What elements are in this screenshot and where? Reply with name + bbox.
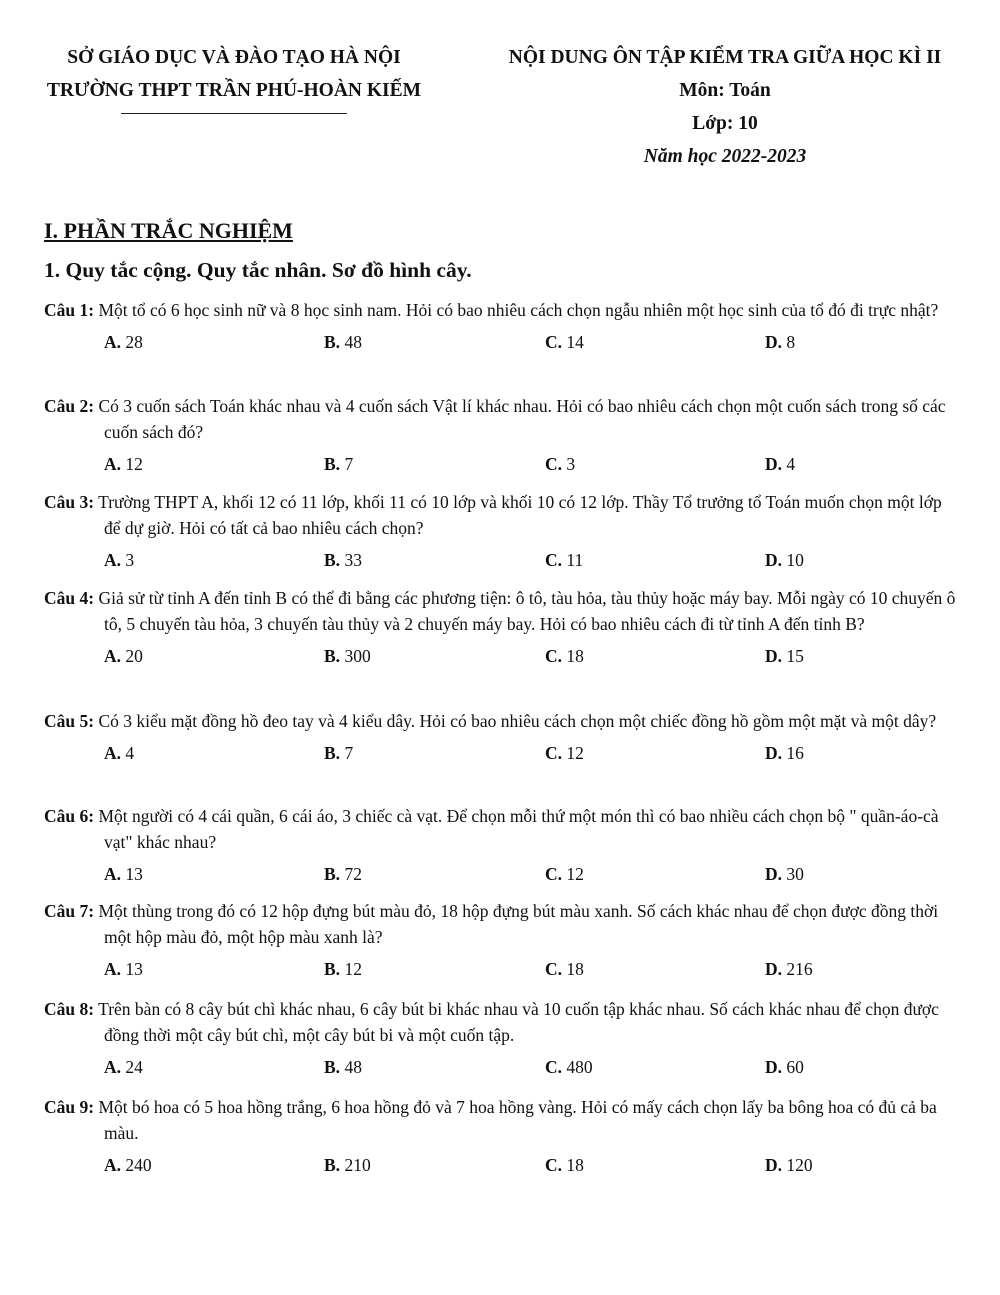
answer-options (44, 740, 959, 766)
option-b (324, 740, 353, 766)
school-name: TRƯỜNG THPT TRẦN PHÚ-HOÀN KIẾM (46, 80, 422, 101)
question-text: Một thùng trong đó có 12 hộp đựng bút màu đỏ, 18 hộp đựng bút màu xanh. Số cách khác nhau để chọn được đồng thời một hộp màu đỏ, một hộp màu xanh là? (98, 901, 939, 947)
option-d (765, 1054, 804, 1080)
option-key: D. (765, 550, 783, 570)
option-key: A. (104, 550, 122, 570)
question-text: Giả sử từ tỉnh A đến tỉnh B có thể đi bằng các phương tiện: ô tô, tàu hỏa, tàu thủy hoặc máy bay. Mỗi ngày có 10 chuyến ô tô, 5 chuyến tàu hỏa, 3 chuyến tàu thủy và 2 chuyến máy bay. Hỏi có bao nhiêu cách đi từ tỉnh A đến tỉnh B? (98, 588, 956, 634)
question-stem (44, 803, 959, 855)
question-5 (44, 708, 959, 766)
answer-options (44, 547, 959, 573)
option-key: A. (104, 332, 122, 352)
option-key: C. (545, 550, 563, 570)
option-a (104, 329, 143, 355)
option-value: 210 (344, 1155, 371, 1175)
option-d (765, 329, 795, 355)
option-b (324, 1152, 371, 1178)
option-value: 18 (566, 1155, 584, 1175)
option-value: 240 (125, 1155, 152, 1175)
option-key: B. (324, 646, 341, 666)
option-key: B. (324, 864, 341, 884)
answer-options (44, 329, 959, 355)
option-value: 20 (125, 646, 143, 666)
section-title: I. PHẦN TRẮC NGHIỆM (44, 218, 293, 243)
option-d (765, 547, 804, 573)
option-b (324, 329, 362, 355)
question-7 (44, 898, 959, 982)
question-2 (44, 393, 959, 477)
question-label: Câu 7: (44, 901, 95, 921)
answer-options (44, 1152, 959, 1178)
option-b (324, 547, 362, 573)
option-value: 12 (566, 864, 584, 884)
question-6 (44, 803, 959, 887)
question-stem (44, 1094, 959, 1146)
option-value: 4 (125, 743, 135, 763)
answer-options (44, 451, 959, 477)
question-text: Có 3 cuốn sách Toán khác nhau và 4 cuốn sách Vật lí khác nhau. Hỏi có bao nhiêu cách chọn một cuốn sách trong số các cuốn sách đó? (98, 396, 946, 442)
option-value: 12 (125, 454, 143, 474)
option-key: D. (765, 454, 783, 474)
question-label: Câu 8: (44, 999, 95, 1019)
school-year-line: Năm học 2022-2023 (643, 146, 807, 167)
option-value: 3 (125, 550, 135, 570)
option-value: 24 (125, 1057, 143, 1077)
option-key: D. (765, 1057, 783, 1077)
option-key: C. (545, 959, 563, 979)
option-value: 8 (786, 332, 796, 352)
question-stem (44, 996, 959, 1048)
option-a (104, 956, 143, 982)
header-underline (121, 113, 347, 114)
subject-line: Môn: Toán (679, 80, 771, 101)
option-d (765, 956, 813, 982)
option-key: D. (765, 1155, 783, 1175)
option-value: 10 (786, 550, 804, 570)
option-value: 4 (786, 454, 796, 474)
answer-options (44, 956, 959, 982)
option-key: C. (545, 454, 563, 474)
option-value: 18 (566, 959, 584, 979)
option-c (545, 451, 575, 477)
question-1 (44, 297, 959, 355)
document-title: NỘI DUNG ÔN TẬP KIỂM TRA GIỮA HỌC KÌ II (508, 47, 942, 68)
question-stem (44, 297, 959, 323)
option-value: 14 (566, 332, 584, 352)
question-4 (44, 585, 959, 669)
option-key: B. (324, 1057, 341, 1077)
option-b (324, 956, 362, 982)
option-a (104, 861, 143, 887)
option-key: C. (545, 332, 563, 352)
option-key: A. (104, 959, 122, 979)
option-value: 72 (344, 864, 362, 884)
question-text: Có 3 kiểu mặt đồng hồ đeo tay và 4 kiểu dây. Hỏi có bao nhiêu cách chọn một chiếc đồng hồ gồm một mặt và một dây? (98, 711, 937, 731)
option-key: A. (104, 743, 122, 763)
option-value: 48 (344, 332, 362, 352)
option-value: 12 (344, 959, 362, 979)
question-stem (44, 393, 959, 445)
option-value: 15 (786, 646, 804, 666)
option-value: 3 (566, 454, 576, 474)
option-c (545, 861, 584, 887)
option-value: 18 (566, 646, 584, 666)
option-key: A. (104, 646, 122, 666)
option-c (545, 1152, 584, 1178)
question-text: Trường THPT A, khối 12 có 11 lớp, khối 11 có 10 lớp và khối 10 có 12 lớp. Thầy Tổ trưởng tổ Toán muốn chọn một lớp để dự giờ. Hỏi có tất cả bao nhiêu cách chọn? (98, 492, 942, 538)
answer-options (44, 1054, 959, 1080)
option-value: 13 (125, 864, 143, 884)
option-key: D. (765, 743, 783, 763)
option-c (545, 956, 584, 982)
question-text: Một người có 4 cái quần, 6 cái áo, 3 chiếc cà vạt. Để chọn mỗi thứ một món thì có bao nhiều cách chọn bộ " quần-áo-cà vạt" khác nhau? (98, 806, 939, 852)
question-stem (44, 898, 959, 950)
option-b (324, 643, 371, 669)
option-b (324, 861, 362, 887)
option-key: D. (765, 864, 783, 884)
question-label: Câu 4: (44, 588, 95, 608)
option-d (765, 643, 804, 669)
option-value: 13 (125, 959, 143, 979)
question-stem (44, 585, 959, 637)
option-key: D. (765, 646, 783, 666)
option-key: C. (545, 646, 563, 666)
question-label: Câu 2: (44, 396, 95, 416)
option-a (104, 643, 143, 669)
option-value: 28 (125, 332, 143, 352)
option-value: 30 (786, 864, 804, 884)
option-key: B. (324, 550, 341, 570)
answer-options (44, 643, 959, 669)
option-value: 11 (566, 550, 584, 570)
option-d (765, 451, 795, 477)
option-d (765, 861, 804, 887)
option-key: A. (104, 864, 122, 884)
option-key: C. (545, 1057, 563, 1077)
question-text: Một bó hoa có 5 hoa hồng trắng, 6 hoa hồng đỏ và 7 hoa hồng vàng. Hỏi có mấy cách chọn lấy ba bông hoa có đủ cả ba màu. (98, 1097, 937, 1143)
option-key: D. (765, 959, 783, 979)
option-d (765, 740, 804, 766)
department-name: SỞ GIÁO DỤC VÀ ĐÀO TẠO HÀ NỘI (67, 47, 401, 68)
question-text: Trên bàn có 8 cây bút chì khác nhau, 6 cây bút bi khác nhau và 10 cuốn tập khác nhau. Số cách khác nhau để chọn được đồng thời một cây bút chì, một cây bút bi và một cuốn tập. (98, 999, 939, 1045)
option-value: 7 (344, 454, 354, 474)
option-c (545, 1054, 593, 1080)
question-label: Câu 1: (44, 300, 95, 320)
option-c (545, 329, 584, 355)
question-label: Câu 9: (44, 1097, 95, 1117)
option-value: 480 (566, 1057, 593, 1077)
option-key: B. (324, 743, 341, 763)
option-a (104, 1152, 152, 1178)
option-value: 12 (566, 743, 584, 763)
option-key: B. (324, 1155, 341, 1175)
subsection-title: 1. Quy tắc cộng. Quy tắc nhân. Sơ đồ hình cây. (44, 258, 472, 282)
option-a (104, 451, 143, 477)
option-value: 33 (344, 550, 362, 570)
question-label: Câu 3: (44, 492, 95, 512)
option-c (545, 643, 584, 669)
option-value: 216 (786, 959, 813, 979)
question-3 (44, 489, 959, 573)
option-d (765, 1152, 813, 1178)
option-key: B. (324, 959, 341, 979)
option-key: C. (545, 743, 563, 763)
answer-options (44, 861, 959, 887)
option-value: 120 (786, 1155, 813, 1175)
option-c (545, 547, 583, 573)
option-key: C. (545, 864, 563, 884)
option-value: 16 (786, 743, 804, 763)
grade-line: Lớp: 10 (692, 113, 758, 134)
option-key: A. (104, 1155, 122, 1175)
question-stem (44, 489, 959, 541)
question-label: Câu 6: (44, 806, 95, 826)
option-a (104, 1054, 143, 1080)
question-9 (44, 1094, 959, 1178)
option-value: 48 (344, 1057, 362, 1077)
question-stem (44, 708, 959, 734)
option-value: 7 (344, 743, 354, 763)
option-a (104, 740, 134, 766)
question-label: Câu 5: (44, 711, 95, 731)
option-key: C. (545, 1155, 563, 1175)
option-key: A. (104, 454, 122, 474)
option-c (545, 740, 584, 766)
question-8 (44, 996, 959, 1080)
option-value: 60 (786, 1057, 804, 1077)
option-a (104, 547, 134, 573)
option-key: B. (324, 454, 341, 474)
option-value: 300 (344, 646, 371, 666)
option-key: A. (104, 1057, 122, 1077)
option-key: D. (765, 332, 783, 352)
question-text: Một tổ có 6 học sinh nữ và 8 học sinh nam. Hỏi có bao nhiêu cách chọn ngẫu nhiên một học sinh của tổ đó đi trực nhật? (98, 300, 939, 320)
option-key: B. (324, 332, 341, 352)
option-b (324, 451, 353, 477)
option-b (324, 1054, 362, 1080)
